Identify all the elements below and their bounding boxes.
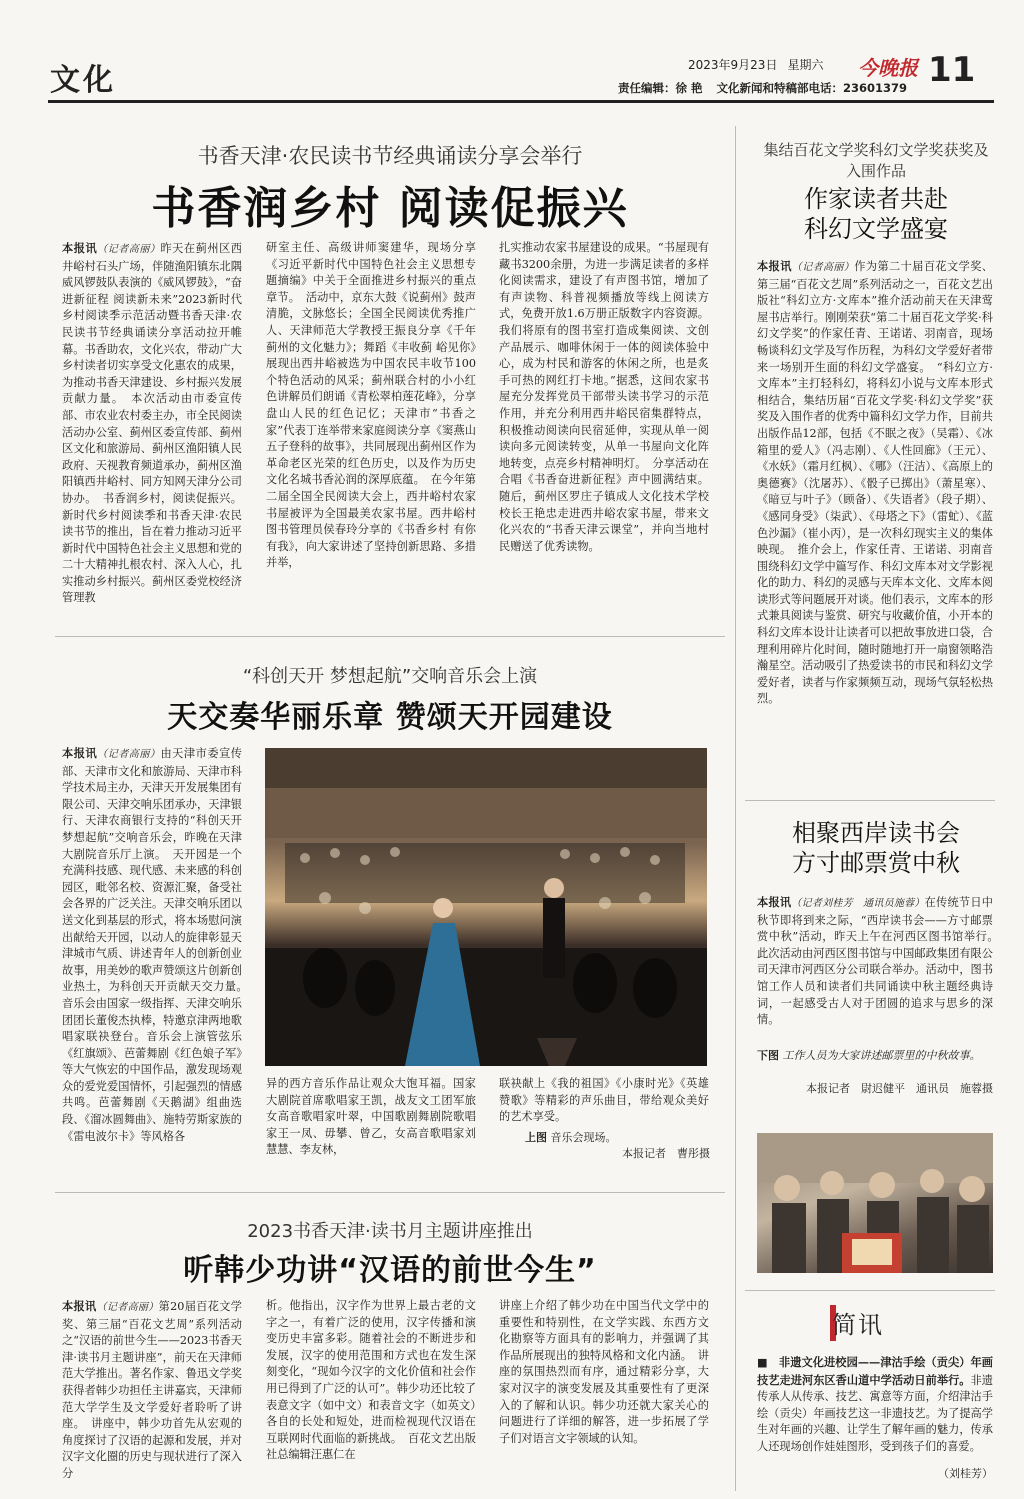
story2-credit: 本报记者 曹彤摄 <box>622 1147 710 1160</box>
story1-col1-text: 昨天在蓟州区西井峪村石头广场，伴随渔阳镇东北隅威风锣鼓队表演的《威风锣鼓》，“奋进新征程 阅读新未来”2023新时代乡村阅读季示范活动暨书香天津·农民读书节经典诵读分享活动拉开帷幕。书香助农，文化兴农，带动广大乡村读者切实享受文化惠农的成果，为推动书香天津建设、乡村振兴发展贡献力量。 本次活动由市委宣传部、市农业农村委主办，市全民阅读活动办公室、蓟州区委宣传部、蓟州区文化和旅游局、蓟州区渔阳镇人民政府、天视教育频道承办，蓟州区渔阳镇西井峪村、同方知网天津分公司协办。 书香润乡村，阅读促振兴。新时代乡村阅读季和书香天津·农民读书节的推出，旨在着力推动习近平新时代中国特色社会主义思想和党的二十大精神扎根农村、深入人心，扎实推动乡村振兴。蓟州区委党校经济管理教 <box>62 242 242 605</box>
section-title: 文化 <box>50 63 116 98</box>
brief-body <box>757 1354 993 1484</box>
sidebar2-lead: 本报讯 <box>757 895 792 909</box>
divider-2 <box>55 1192 725 1193</box>
brief-title: 简讯 <box>832 1311 884 1339</box>
story1-column-1 <box>62 240 242 614</box>
story2-caption <box>525 1130 715 1146</box>
story1-reporter: （记者高丽） <box>97 244 161 255</box>
sidebar2-caption-text: 工作人员为大家讲述邮票里的中秋故事。 <box>782 1049 981 1062</box>
story1-headline: 书香润乡村 阅读促振兴 <box>151 183 629 234</box>
editor-phone: 文化新闻和特稿部电话：23601379 <box>716 81 908 95</box>
sidebar2-caption-label: 下图 <box>757 1049 779 1062</box>
sidebar1-kicker: 集结百花文学奖科幻文学奖获奖及入围作品 <box>763 141 989 180</box>
newspaper-logo: 今晚报 <box>858 56 918 80</box>
sidebar1-reporter: （记者高丽） <box>791 262 855 273</box>
sidebar2-headline-line1: 相聚西岸读书会 <box>792 819 960 847</box>
story1-lead: 本报讯 <box>62 241 98 255</box>
reading-photo-illustration <box>757 1133 993 1273</box>
column-divider <box>735 126 736 1491</box>
reading-photo <box>757 1133 993 1273</box>
editor-name: 责任编辑：徐 艳 <box>618 81 703 95</box>
story2-caption-label: 上图 <box>525 1131 547 1144</box>
sidebar1-headline <box>757 184 995 244</box>
story2-col1-text: 由天津市委宣传部、天津市文化和旅游局、天津市科学技术局主办，天津天开发展集团有限公司、天津交响乐团承办，天津银行、天津农商银行支持的“科创天开 梦想起航”交响音乐会，昨晚在天津大剧院音乐厅上演。 天开园是一个充满科技感、现代感、未来感的科创园区，毗邻名校、资源汇聚，备受社会各界的广泛关注。天津交响乐团以送文化到基层的形式，将本场慰问演出献给天开园，以动人的旋律彰显天津城市气质、讲述青年人的创新创业故事，用美妙的歌声赞颂这片创新创业热土，为科创天开贡献天交力量。 音乐会由国家一级指挥、天津交响乐团团长董俊杰执棒，特邀京津两地歌唱家联袂登台。音乐会上演管弦乐《红旗颂》、芭蕾舞剧《红色娘子军》等大气恢宏的中国作品，激发现场观众的爱党爱国情怀，引起强烈的情感共鸣。芭蕾舞剧《天鹅湖》组曲选段、《溜冰圆舞曲》、施特劳斯家族的《雷电波尔卡》等风格各 <box>62 747 254 1143</box>
sidebar2-caption <box>757 1048 993 1064</box>
sidebar1-lead: 本报讯 <box>757 259 792 273</box>
story1-column-2: 研室主任、高级讲师窦建华，现场分享《习近平新时代中国特色社会主义思想专题摘编》中关于全面推进乡村振兴的重点章节。 活动中，京东大鼓《说蓟州》鼓声清脆，文脉悠长；全国全民阅读优秀推广人、天津师范大学教授王振良分享《千年蓟州的文化魅力》；舞蹈《丰收蓟 峪见你》展现出西井峪被选为中国农民丰收节100个特色活动的风采；蓟州联合村的小小红色讲解员们朗诵《青松翠柏莲花峰》，分享盘山人民的红色记忆；天津市“书香之家”代表丁连举带来家庭阅读分享《窦燕山五子登科的故事》，共同展现出蓟州区作为革命老区光荣的红色历史，以及作为历史文化名城书香沁润的深厚底蕴。 在今年第二届全国全民阅读大会上，西井峪村农家书屋被评为全国最美农家书屋。西井峪村图书管理员侯春玲分享的《书香乡村 有你有我》，向大家讲述了坚持创新思路、多措并举， <box>266 241 476 570</box>
story3-column-1 <box>62 1298 242 1490</box>
story2-kicker: “科创天开 梦想起航”交响音乐会上演 <box>242 666 538 687</box>
sidebar1-headline-line2: 科幻文学盛宴 <box>804 215 948 243</box>
weekday-text: 星期六 <box>787 58 824 72</box>
sidebar2-credit: 本报记者 尉迟健平 通讯员 施蓉摄 <box>806 1082 993 1095</box>
sidebar-divider-1 <box>745 800 995 801</box>
story2-column-1 <box>62 745 254 1165</box>
sidebar1-body <box>757 258 993 786</box>
concert-photo <box>265 748 707 1066</box>
story2-caption-text: 音乐会现场。 <box>550 1131 617 1144</box>
story3-col1-text: 第20届百花文学奖、第三届“百花文艺周”系列活动之“汉语的前世今生——2023书香天津·读书月主题讲座”，前天在天津师范大学推出。著名作家、鲁迅文学奖获得者韩少功担任主讲嘉宾，天津师范大学学生及文学爱好者聆听了讲座。 讲座中，韩少功首先从宏观的角度探讨了汉语的起源和发展，并对汉字文化圈的历史与现状进行了深入分 <box>62 1300 242 1480</box>
story2-headline: 天交奏华丽乐章 赞颂天开园建设 <box>167 700 613 735</box>
story3-reporter: （记者高丽） <box>96 1302 159 1313</box>
concert-photo-illustration <box>265 748 707 1066</box>
sidebar2-text: 在传统节日中秋节即将到来之际，“西岸读书会——方寸邮票赏中秋”活动，昨天上午在河西区图书馆举行。 此次活动由河西区图书馆与中国邮政集团有限公司天津市河西区分公司联合举办。活动中，图书馆工作人员和读者们共同诵读中秋主题经典诗词，一起感受古人对于团圆的追求与思乡的深情。 <box>757 896 1005 1027</box>
sidebar2-reporter: （记者刘桂芳 通讯员施蓉） <box>791 898 925 909</box>
editor-line <box>618 80 921 96</box>
story2-reporter: （记者高丽） <box>97 749 161 760</box>
sidebar2-headline <box>757 818 995 878</box>
sidebar-divider-2 <box>745 1290 995 1291</box>
story3-column-2: 析。他指出，汉字作为世界上最古老的文字之一，有着广泛的使用，汉字传播和演变历史丰富多彩。随着社会的不断进步和发展，汉字的使用范围和方式也在发生深刻变化，“现如今汉字的文化价值和社会作用已得到了广泛的认可”。韩少功还比较了表意文字（如中文）和表音文字（如英文）各自的长处和短处，进而检视现代汉语在互联网时代面临的新挑战。 百花文艺出版社总编辑汪惠仁在 <box>266 1299 476 1462</box>
sidebar2-headline-line2: 方寸邮票赏中秋 <box>792 849 960 877</box>
story3-lead: 本报讯 <box>62 1299 97 1313</box>
story1-kicker: 书香天津·农民读书节经典诵读分享会举行 <box>197 144 583 168</box>
header-rule <box>48 100 994 103</box>
brief-text: 非遗传承人从传承、技艺、寓意等方面，介绍津沽手绘（贡尖）年画技艺这一非遗技艺。为了提高学生对年画的兴趣、让学生了解年画的魅力，传承人还现场创作娃娃图形，受到孩子们的喜爱。 <box>757 1373 993 1453</box>
story1-column-3: 扎实推动农家书屋建设的成果。“书屋现有藏书3200余册，为进一步满足读者的多样化阅读需求，建设了有声图书馆，增加了有声读物、科普视频播放等线上阅读方式，免费开放1.6万册正版数字内容资源。我们将原有的图书室打造成集阅读、文创产品展示、咖啡休闲于一体的阅读体验中心，成为村民和游客的休闲之所，也是炙手可热的网红打卡地。”据悉，这间农家书屋充分发挥党员干部带头读书学习的示范作用，并充分利用西井峪民宿集群特点，积极推动阅读向民宿延伸，实现从单一阅读向多元阅读转变，从单一书屋向文化阵地转变，点亮乡村精神明灯。 分享活动在合唱《书香奋进新征程》声中圆满结束。随后，蓟州区罗庄子镇成人文化技术学校校长王艳忠走进西井峪农家书屋，带来文化兴农的“书香天津云课堂”，并向当地村民赠送了优秀读物。 <box>499 241 709 553</box>
story3-headline: 听韩少功讲“汉语的前世今生” <box>183 1253 597 1288</box>
story2-lead: 本报讯 <box>62 746 98 760</box>
issue-date <box>688 56 833 73</box>
story2-column-3: 联袂献上《我的祖国》《小康时光》《英雄赞歌》等精彩的声乐曲目，带给观众美好的艺术享受。 <box>499 1077 709 1124</box>
date-text: 2023年9月23日 <box>688 58 778 72</box>
page-number: 11 <box>928 50 976 90</box>
story2-column-2: 异的西方音乐作品让观众大饱耳福。国家大剧院首席歌唱家王凯，战友文工团军旅女高音歌唱家叶翠，中国歌剧舞剧院歌唱家王一凤、毋攀、曾乙，女高音歌唱家刘慧慧、李友林， <box>266 1077 476 1157</box>
sidebar2-body <box>757 894 1005 1044</box>
story3-column-3: 讲座上介绍了韩少功在中国当代文学中的重要性和特别性，在文学实践、东西方文化勘察等方面具有的影响力，并强调了其作品所展现出的独特风格和文化内涵。 讲座的氛围热烈而有序，通过精彩分享，大家对汉字的演变发展及其重要性有了更深入的了解和认识。韩少功还就大家关心的问题进行了详细的解答，进一步拓展了学子们对语言文字领域的认知。 <box>499 1299 709 1445</box>
sidebar1-headline-line1: 作家读者共赴 <box>804 185 948 213</box>
divider-1 <box>55 636 725 637</box>
sidebar1-text: 作为第二十届百花文学奖、第三届“百花文艺周”系列活动之一，百花文艺出版社“科幻立方·文库本”推介活动前天在天津莺屋书店举行。刚刚荣获“第二十届百花文学奖·科幻文学奖”的作家任青、王诺诺、羽南音，现场畅谈科幻文学及写作历程，为科幻文学爱好者带来一场别开生面的科幻文学盛宴。 “科幻立方·文库本”主打轻科幻，将科幻小说与文库本形式相结合，集结历届“百花文学奖·科幻文学奖”获奖及入围作者的优秀中篇科幻文学力作，目前共出版作品12部，包括《不眠之夜》（吴霜）、《冰箱里的爱人》（冯志刚）、《人性回廊》（王元）、《水妖》（霜月红枫）、《哪》（汪洁）、《高原上的奥德赛》（沈屠苏）、《骰子已掷出》（萧星寒）、《暗豆与叶子》（顾备）、《失语者》（段子期）、《感同身受》（柒武）、《母塔之下》（雷虻）、《蓝色沙漏》（崔小丙），是一次科幻现实主义的集体映现。 推介会上，作家任青、王诺诺、羽南音围绕科幻文学中篇写作、科幻文库本对文学影视化的助力、科幻的灵感与天库本文化、文库本阅读形式等问题展开对谈。他们表示，文库本的形式兼具阅读与鉴赏、研究与收藏价值，小开本的科幻文库本设计让读者可以把故事放进口袋，合理利用碎片化时间，随时随地打开一扇窗领略浩瀚星空。活动吸引了热爱读书的市民和科幻文学爱好者，读者与作家频频互动，现场气氛轻松热烈。 <box>757 260 993 706</box>
story3-kicker: 2023书香天津·读书月主题讲座推出 <box>247 1221 533 1242</box>
brief-bold: ■ 非遗文化进校园——津沽手绘（贡尖）年画技艺走进河东区香山道中学活动日前举行。 <box>757 1355 993 1387</box>
brief-credit: （刘桂芳） <box>938 1467 993 1480</box>
